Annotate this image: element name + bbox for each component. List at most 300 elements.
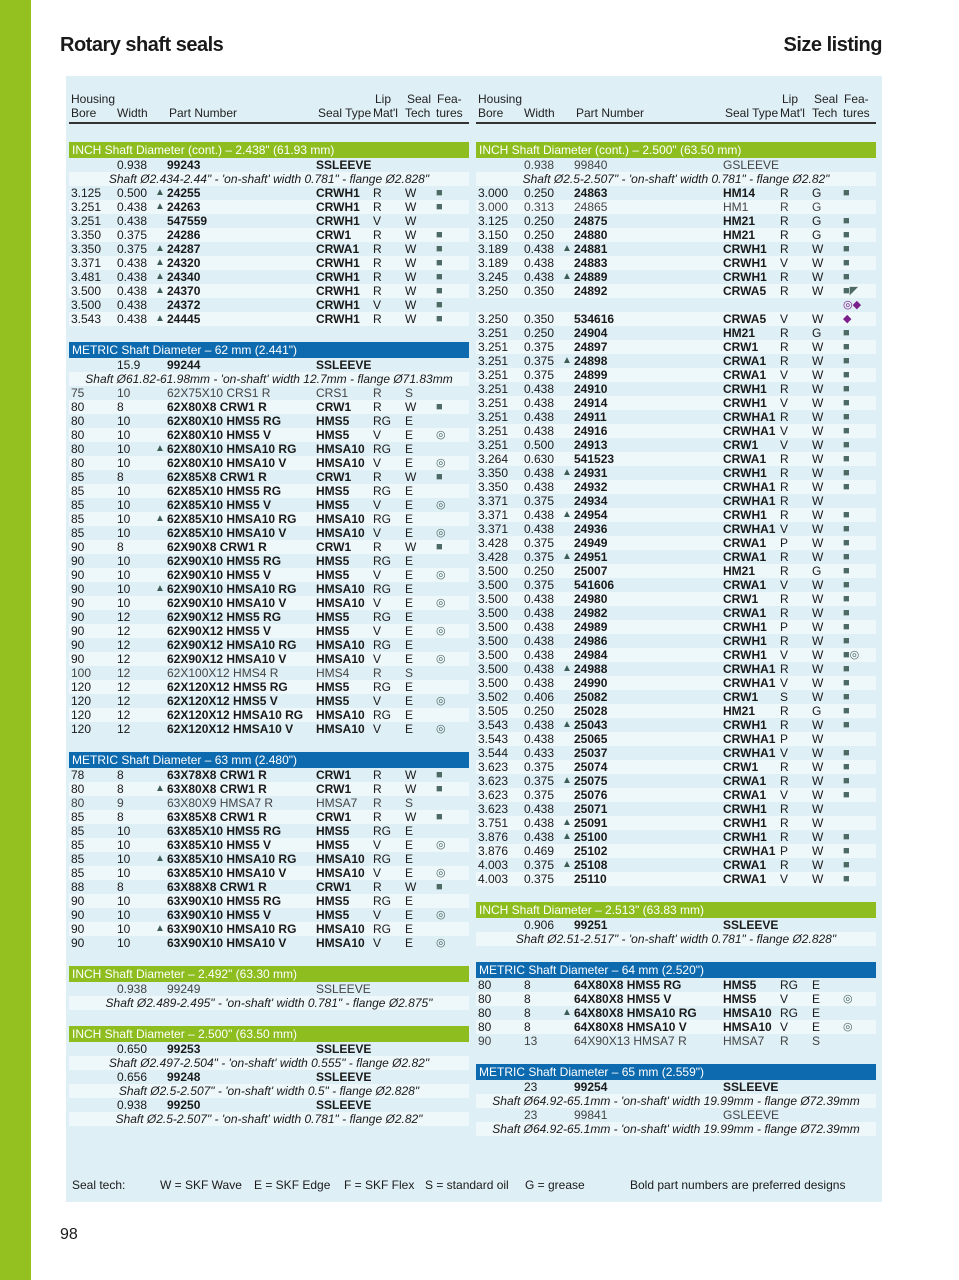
table-row (476, 676, 876, 690)
table-row (476, 830, 876, 844)
table-row (69, 796, 469, 810)
width-cell: 15.9 (117, 358, 141, 372)
part-number-cell: 24286 (167, 228, 201, 242)
lip-material-cell: V (780, 992, 789, 1006)
section-title: INCH Shaft Diameter (cont.) – 2.500" (63.50 mm) (476, 142, 876, 158)
table-row (69, 312, 469, 326)
width-cell: 0.650 (117, 1042, 148, 1056)
seal-type-cell: HM14 (723, 186, 756, 200)
lip-material-cell: V (780, 788, 789, 802)
page-title: Rotary shaft seals (60, 34, 224, 56)
housing-bore-cell: 88 (71, 880, 85, 894)
table-row (476, 760, 876, 774)
part-number-cell: 62X80X8 CRW1 R (167, 400, 267, 414)
housing-bore-cell: 3.500 (478, 634, 509, 648)
table-row (476, 690, 876, 704)
width-cell: 0.438 (524, 396, 555, 410)
seal-tech-cell: E (405, 568, 414, 582)
part-number-cell: 62X80X10 HMS5 RG (167, 414, 282, 428)
housing-bore-cell: 120 (71, 680, 92, 694)
section-title: INCH Shaft Diameter – 2.500" (63.50 mm) (69, 1026, 469, 1042)
width-cell: 12 (117, 680, 131, 694)
seal-type-cell: CRWH1 (723, 830, 767, 844)
part-number-cell: 62X90X10 HMSA10 V (167, 596, 287, 610)
lip-material-cell: V (373, 298, 382, 312)
table-row (69, 298, 469, 312)
part-number-cell: 24951 (574, 550, 608, 564)
features-icon: ■ (436, 769, 443, 781)
part-number-cell: 24988 (574, 662, 608, 676)
part-number-cell: 63X85X10 HMSA10 RG (167, 852, 297, 866)
seal-type-cell: HMS5 (723, 978, 757, 992)
seal-type-cell: CRW1 (316, 400, 352, 414)
table-row (69, 158, 469, 172)
features-icon: ◎ (436, 569, 446, 581)
housing-bore-cell: 3.500 (478, 592, 509, 606)
part-number-cell: 99250 (167, 1098, 201, 1112)
housing-bore-cell: 78 (71, 768, 85, 782)
width-cell: 0.938 (117, 982, 148, 996)
features-icon: ◎ (843, 993, 853, 1005)
sleeve-note: Shaft Ø2.5-2.507" - 'on-shaft' width 0.5" - flange Ø2.828" (69, 1084, 469, 1098)
seal-type-cell: HMS5 (316, 484, 350, 498)
lip-material-cell: R (373, 810, 382, 824)
housing-bore-cell: 3.428 (478, 536, 509, 550)
seal-type-cell: CRWH1 (723, 802, 767, 816)
lip-material-cell: R (373, 270, 382, 284)
housing-bore-cell: 3.251 (478, 326, 509, 340)
housing-bore-cell: 3.428 (478, 550, 509, 564)
seal-type-cell: CRWA1 (723, 550, 767, 564)
part-number-cell: 62X100X12 HMS4 R (167, 666, 279, 680)
features-icon: ■ (843, 327, 850, 339)
features-icon: ■ (843, 257, 850, 269)
features-icon: ■ (843, 523, 850, 535)
seal-type-cell: CRWHA1 (723, 480, 776, 494)
width-cell: 0.350 (524, 284, 555, 298)
table-row (69, 214, 469, 228)
table-row (476, 648, 876, 662)
table-row (69, 428, 469, 442)
part-number-cell: 99840 (574, 158, 608, 172)
shaft-diameter-section (69, 142, 469, 326)
seal-tech-cell: W (812, 396, 824, 410)
lip-material-cell: RG (373, 680, 391, 694)
features-icon: ■ (843, 481, 850, 493)
housing-bore-cell: 80 (478, 978, 492, 992)
housing-bore-cell: 3.250 (478, 312, 509, 326)
lip-material-cell: R (780, 550, 789, 564)
seal-type-cell: HMSA10 (316, 582, 365, 596)
part-number-cell: 99251 (574, 918, 608, 932)
features-icon: ■ (843, 845, 850, 857)
shaft-diameter-section (476, 1064, 876, 1136)
table-row (476, 992, 876, 1006)
width-cell: 23 (524, 1080, 538, 1094)
width-cell: 0.438 (524, 480, 555, 494)
features-icon: ■ (843, 761, 850, 773)
part-number-cell: 62X90X12 HMSA10 RG (167, 638, 297, 652)
housing-bore-cell: 80 (71, 428, 85, 442)
seal-tech-cell: W (812, 480, 824, 494)
housing-bore-cell: 3.189 (478, 242, 509, 256)
header-matl: Mat'l (780, 106, 805, 120)
table-row (476, 326, 876, 340)
seal-type-cell: CRWA1 (723, 452, 767, 466)
features-icon: ■ (843, 229, 850, 241)
features-icon: ◎ (436, 723, 446, 735)
width-cell: 0.375 (524, 760, 555, 774)
housing-bore-cell: 85 (71, 470, 85, 484)
lip-material-cell: V (373, 908, 382, 922)
header-seal-type: Seal Type (725, 106, 779, 120)
seal-type-cell: CRW1 (316, 810, 352, 824)
housing-bore-cell: 90 (71, 638, 85, 652)
housing-bore-cell: 3.251 (71, 200, 102, 214)
width-cell: 10 (117, 498, 131, 512)
housing-bore-cell: 85 (71, 824, 85, 838)
width-cell: 0.438 (524, 508, 555, 522)
seal-type-cell: HMSA10 (316, 652, 365, 666)
lip-material-cell: R (780, 718, 789, 732)
part-number-cell: 24916 (574, 424, 608, 438)
lip-material-cell: R (780, 270, 789, 284)
seal-type-cell: CRS1 (316, 386, 349, 400)
housing-bore-cell: 3.500 (71, 284, 102, 298)
part-number-cell: 64X90X13 HMSA7 R (574, 1034, 687, 1048)
header-seal: Seal (814, 92, 839, 106)
features-icon: ■ (843, 747, 850, 759)
part-number-cell: 24892 (574, 284, 608, 298)
housing-bore-cell: 85 (71, 512, 85, 526)
seal-type-cell: HMSA10 (316, 442, 365, 456)
width-cell: 23 (524, 1108, 538, 1122)
lip-material-cell: V (373, 568, 382, 582)
features-icon: ◎ (436, 867, 446, 879)
part-number-cell: 24263 (167, 200, 201, 214)
seal-type-cell: HMS5 (316, 824, 350, 838)
width-cell: 0.375 (524, 340, 555, 354)
lip-material-cell: RG (373, 922, 391, 936)
seal-tech-cell: E (405, 908, 414, 922)
lip-material-cell: R (373, 880, 382, 894)
part-number-cell: 24986 (574, 634, 608, 648)
part-number-cell: 62X80X10 HMSA10 V (167, 456, 287, 470)
shaft-diameter-section (69, 752, 469, 950)
housing-bore-cell: 3.251 (478, 438, 509, 452)
part-number-cell: 62X80X10 HMS5 V (167, 428, 272, 442)
part-number-cell: 62X85X8 CRW1 R (167, 470, 267, 484)
seal-type-cell: CRWH1 (723, 396, 767, 410)
part-number-cell: 63X88X8 CRW1 R (167, 880, 267, 894)
lip-material-cell: R (780, 200, 789, 214)
width-cell: 0.438 (117, 284, 148, 298)
header-fea: Fea- (844, 92, 869, 106)
width-cell: 0.438 (524, 592, 555, 606)
side-accent-bar (0, 0, 31, 1280)
part-number-cell: 63X78X8 CRW1 R (167, 768, 267, 782)
section-title: METRIC Shaft Diameter – 63 mm (2.480") (69, 752, 469, 768)
width-cell: 10 (117, 414, 131, 428)
housing-bore-cell: 3.251 (478, 382, 509, 396)
seal-type-cell: HMS5 (316, 894, 350, 908)
features-icon: ■ (436, 299, 443, 311)
header-bore: Bore (478, 106, 504, 120)
housing-bore-cell: 3.500 (478, 662, 509, 676)
features-icon: ■ (843, 607, 850, 619)
width-cell: 0.375 (524, 354, 555, 368)
seal-type-cell: CRWHA1 (723, 732, 776, 746)
new-product-triangle-icon: ▲ (155, 783, 165, 794)
seal-tech-cell: W (405, 200, 417, 214)
features-icon: ■ (436, 881, 443, 893)
housing-bore-cell: 3.251 (478, 396, 509, 410)
lip-material-cell: V (373, 456, 382, 470)
width-cell: 13 (524, 1034, 538, 1048)
width-cell: 0.438 (524, 816, 555, 830)
width-cell: 0.469 (524, 844, 555, 858)
seal-tech-cell: E (405, 680, 414, 694)
part-number-cell: 24340 (167, 270, 201, 284)
table-row (69, 982, 469, 996)
new-product-triangle-icon: ▲ (155, 201, 165, 212)
width-cell: 0.375 (524, 368, 555, 382)
lip-material-cell: V (373, 624, 382, 638)
housing-bore-cell: 80 (71, 414, 85, 428)
table-row (69, 256, 469, 270)
lip-material-cell: R (373, 768, 382, 782)
seal-tech-cell: E (405, 694, 414, 708)
housing-bore-cell: 85 (71, 838, 85, 852)
seal-type-cell: CRWH1 (723, 508, 767, 522)
new-product-triangle-icon: ▲ (562, 775, 572, 786)
seal-type-cell: CRWH1 (723, 270, 767, 284)
seal-tech-cell: E (812, 992, 821, 1006)
width-cell: 10 (117, 596, 131, 610)
table-row (476, 1020, 876, 1034)
table-row (69, 582, 469, 596)
seal-tech-cell: W (812, 452, 824, 466)
seal-tech-cell: S (405, 386, 414, 400)
seal-tech-cell: G (812, 228, 822, 242)
part-number-cell: 24931 (574, 466, 608, 480)
lip-material-cell: R (373, 200, 382, 214)
part-number-cell: 24445 (167, 312, 201, 326)
legend-note: Bold part numbers are preferred designs (630, 1178, 846, 1192)
part-number-cell: 63X80X8 CRW1 R (167, 782, 267, 796)
seal-type-cell: CRWH1 (723, 466, 767, 480)
width-cell: 8 (524, 1006, 531, 1020)
header-housing: Housing (478, 92, 523, 106)
table-row (69, 810, 469, 824)
lip-material-cell: R (780, 382, 789, 396)
part-number-cell: 62X120X12 HMSA10 RG (167, 708, 304, 722)
width-cell: 8 (117, 768, 124, 782)
sleeve-note: Shaft Ø2.5-2.507" - 'on-shaft' width 0.781" - flange Ø2.82" (69, 1112, 469, 1126)
header-seal-type: Seal Type (318, 106, 372, 120)
new-product-triangle-icon: ▲ (155, 257, 165, 268)
width-cell: 0.375 (524, 858, 555, 872)
housing-bore-cell: 3.876 (478, 844, 509, 858)
seal-tech-cell: W (812, 466, 824, 480)
part-number-cell: 62X120X12 HMS5 RG (167, 680, 288, 694)
part-number-cell: 541606 (574, 578, 615, 592)
width-cell: 0.438 (117, 270, 148, 284)
seal-tech-cell: E (405, 512, 414, 526)
table-row (476, 802, 876, 816)
housing-bore-cell: 3.500 (478, 564, 509, 578)
housing-bore-cell: 90 (71, 540, 85, 554)
seal-type-cell: CRWH1 (316, 186, 360, 200)
table-row (69, 1070, 469, 1084)
lip-material-cell: R (373, 796, 382, 810)
lip-material-cell: RG (373, 512, 391, 526)
width-cell: 12 (117, 624, 131, 638)
part-number-cell: 24932 (574, 480, 608, 494)
part-number-cell: 99254 (574, 1080, 608, 1094)
features-icon: ■ (843, 369, 850, 381)
housing-bore-cell: 90 (71, 922, 85, 936)
width-cell: 0.250 (524, 186, 555, 200)
housing-bore-cell: 90 (71, 894, 85, 908)
seal-type-cell: GSLEEVE (723, 1108, 780, 1122)
housing-bore-cell: 4.003 (478, 858, 509, 872)
table-row (476, 1006, 876, 1020)
seal-tech-cell: W (812, 592, 824, 606)
features-icon: ◎ (843, 1021, 853, 1033)
features-icon: ■ (436, 271, 443, 283)
seal-tech-cell: W (812, 522, 824, 536)
left-column (69, 84, 469, 1126)
seal-type-cell: HMSA10 (316, 866, 365, 880)
lip-material-cell: R (780, 858, 789, 872)
table-row (69, 708, 469, 722)
table-row (69, 242, 469, 256)
header-tech: Tech (812, 106, 838, 120)
seal-tech-cell: W (812, 774, 824, 788)
seal-tech-cell: W (812, 312, 824, 326)
width-cell: 10 (117, 442, 131, 456)
features-icon: ■ (843, 355, 850, 367)
table-row (476, 522, 876, 536)
width-cell: 8 (117, 470, 124, 484)
seal-tech-cell: W (812, 354, 824, 368)
seal-tech-cell: E (812, 1020, 821, 1034)
table-row (69, 512, 469, 526)
width-cell: 10 (117, 894, 131, 908)
housing-bore-cell: 3.251 (71, 214, 102, 228)
part-number-cell: 25076 (574, 788, 608, 802)
new-product-triangle-icon: ▲ (562, 1007, 572, 1018)
seal-type-cell: CRWH1 (723, 382, 767, 396)
seal-type-cell: CRWH1 (316, 312, 360, 326)
lip-material-cell: V (373, 596, 382, 610)
width-cell: 10 (117, 852, 131, 866)
part-number-cell: 62X80X10 HMSA10 RG (167, 442, 297, 456)
seal-tech-cell: W (405, 400, 417, 414)
part-number-cell: 25028 (574, 704, 608, 718)
seal-type-cell: CRW1 (316, 768, 352, 782)
seal-type-cell: HMSA10 (316, 596, 365, 610)
seal-type-cell: CRWA5 (723, 284, 767, 298)
seal-tech-cell: W (812, 256, 824, 270)
part-number-cell: 24287 (167, 242, 201, 256)
lip-material-cell: R (780, 214, 789, 228)
table-row (69, 498, 469, 512)
housing-bore-cell: 3.623 (478, 802, 509, 816)
seal-tech-cell: W (812, 830, 824, 844)
seal-tech-cell: W (812, 732, 824, 746)
housing-bore-cell: 90 (71, 554, 85, 568)
part-number-cell: 25100 (574, 830, 608, 844)
new-product-triangle-icon: ▲ (562, 271, 572, 282)
table-row (69, 284, 469, 298)
width-cell: 0.375 (524, 536, 555, 550)
header-part-number: Part Number (169, 106, 238, 120)
seal-type-cell: HMS5 (316, 554, 350, 568)
seal-tech-cell: G (812, 564, 822, 578)
part-number-cell: 25075 (574, 774, 608, 788)
seal-type-cell: SSLEEVE (723, 1080, 779, 1094)
lip-material-cell: V (780, 424, 789, 438)
width-cell: 0.438 (117, 256, 148, 270)
part-number-cell: 24982 (574, 606, 608, 620)
part-number-cell: 24897 (574, 340, 608, 354)
seal-tech-cell: E (405, 894, 414, 908)
housing-bore-cell: 3.350 (71, 242, 102, 256)
part-number-cell: 63X90X10 HMS5 V (167, 908, 272, 922)
seal-type-cell: CRWA1 (723, 858, 767, 872)
seal-tech-cell: W (812, 536, 824, 550)
seal-tech-cell: E (405, 866, 414, 880)
table-row (69, 610, 469, 624)
features-icon: ■ (843, 873, 850, 885)
table-row (476, 704, 876, 718)
part-number-cell: 99253 (167, 1042, 201, 1056)
width-cell: 0.433 (524, 746, 555, 760)
housing-bore-cell: 85 (71, 498, 85, 512)
table-row (476, 368, 876, 382)
sleeve-note: Shaft Ø2.434-2.44" - 'on-shaft' width 0.781" - flange Ø2.828" (69, 172, 469, 186)
lip-material-cell: V (373, 866, 382, 880)
lip-material-cell: R (780, 340, 789, 354)
features-icon: ◎ (436, 597, 446, 609)
part-number-cell: 64X80X8 HMS5 RG (574, 978, 682, 992)
housing-bore-cell: 3.543 (478, 732, 509, 746)
size-listing-panel (66, 76, 882, 1202)
width-cell: 0.250 (524, 228, 555, 242)
sleeve-note: Shaft Ø2.489-2.495" - 'on-shaft' width 0.781" - flange Ø2.875" (69, 996, 469, 1010)
lip-material-cell: V (780, 676, 789, 690)
housing-bore-cell: 80 (71, 442, 85, 456)
seal-type-cell: HMSA10 (723, 1020, 772, 1034)
section-title: INCH Shaft Diameter (cont.) – 2.438" (61.93 mm) (69, 142, 469, 158)
table-row (69, 908, 469, 922)
part-number-cell: 25102 (574, 844, 608, 858)
new-product-triangle-icon: ▲ (562, 551, 572, 562)
part-number-cell: 63X90X10 HMSA10 RG (167, 922, 297, 936)
lip-material-cell: R (780, 508, 789, 522)
seal-type-cell: HMS5 (316, 498, 350, 512)
lip-material-cell: V (780, 256, 789, 270)
table-row (69, 652, 469, 666)
legend-item-flex: F = SKF Flex (344, 1178, 415, 1192)
housing-bore-cell: 3.251 (478, 424, 509, 438)
part-number-cell: 534616 (574, 312, 615, 326)
housing-bore-cell: 85 (71, 852, 85, 866)
seal-type-cell: HMSA10 (316, 512, 365, 526)
housing-bore-cell: 90 (71, 582, 85, 596)
